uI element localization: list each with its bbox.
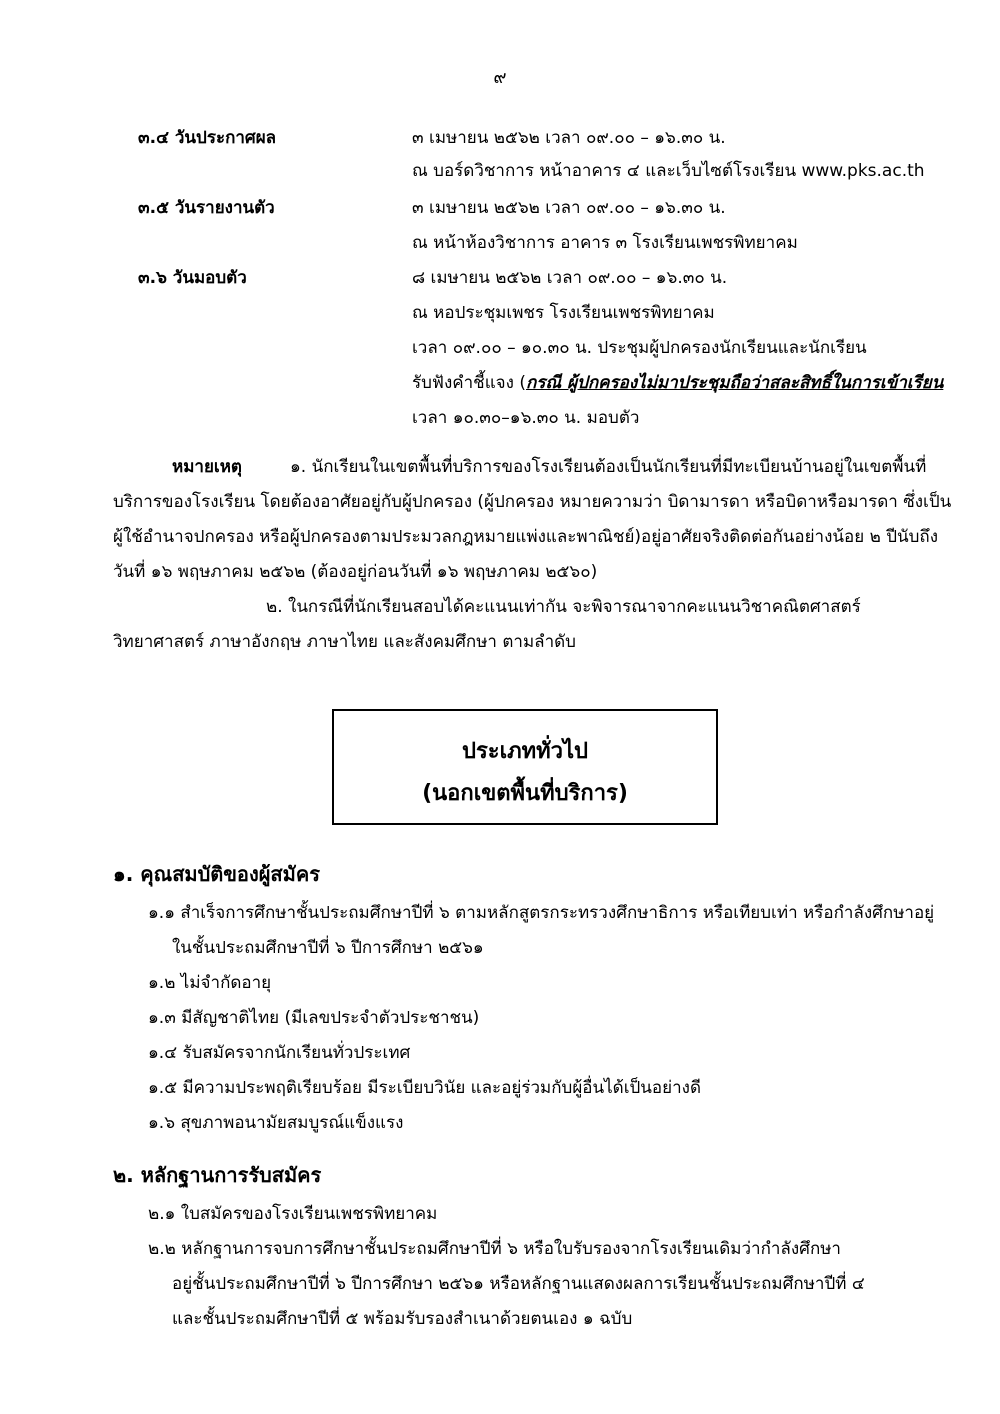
section1-item5: ๑.๕ มีความประพฤติเรียบร้อย มีระเบียบวินัย และอยู่ร่วมกับผู้อื่นได้เป็นอย่างดี: [148, 1078, 701, 1098]
section2-item2-line2: อยู่ชั้นประถมศึกษาปีที่ ๖ ปีการศึกษา ๒๕๖๑ หรือหลักฐานแสดงผลการเรียนชั้นประถมศึกษาปีที่ ๔: [172, 1274, 865, 1294]
schedule-enrollment-time: เวลา ๑๐.๓๐–๑๖.๓๐ น. มอบตัว: [412, 408, 640, 428]
schedule-label-announcement: ๓.๔ วันประกาศผล: [138, 128, 277, 148]
section1-item3: ๑.๓ มีสัญชาติไทย (มีเลขประจำตัวประชาชน): [148, 1008, 480, 1028]
schedule-announcement-date: ๓ เมษายน ๒๕๖๒ เวลา ๐๙.๐๐ – ๑๖.๓๐ น.: [412, 128, 726, 148]
section2-item2-line3: และชั้นประถมศึกษาปีที่ ๕ พร้อมรับรองสำเนาด้วยตนเอง ๑ ฉบับ: [172, 1309, 633, 1329]
section1-title: ๑. คุณสมบัติของผู้สมัคร: [113, 862, 320, 886]
schedule-enrollment-briefing: [412, 368, 943, 398]
section2-title: ๒. หลักฐานการรับสมัคร: [113, 1163, 322, 1187]
remarks-note1-line4: วันที่ ๑๖ พฤษภาคม ๒๕๖๒ (ต้องอยู่ก่อนวันที่ ๑๖ พฤษภาคม ๒๕๖๐): [113, 562, 598, 582]
section2-item1: ๒.๑ ใบสมัครของโรงเรียนเพชรพิทยาคม: [148, 1204, 438, 1224]
schedule-enrollment-place: ณ หอประชุมเพชร โรงเรียนเพชรพิทยาคม: [412, 303, 715, 323]
schedule-report-place: ณ หน้าห้องวิชาการ อาคาร ๓ โรงเรียนเพชรพิทยาคม: [412, 233, 798, 253]
section1-item2: ๑.๒ ไม่จำกัดอายุ: [148, 973, 272, 993]
remarks-note1-line2: บริการของโรงเรียน โดยต้องอาศัยอยู่กับผู้ปกครอง (ผู้ปกครอง หมายความว่า บิดามารดา หรือบิดาหรือมารดา ซึ่งเป็น: [113, 492, 952, 512]
remarks-note2-line2: วิทยาศาสตร์ ภาษาอังกฤษ ภาษาไทย และสังคมศึกษา ตามลำดับ: [113, 632, 576, 652]
schedule-enrollment-meeting: เวลา ๐๙.๐๐ – ๑๐.๓๐ น. ประชุมผู้ปกครองนักเรียนและนักเรียน: [412, 338, 867, 358]
page-number: ๙: [493, 67, 507, 88]
schedule-enrollment-date: ๘ เมษายน ๒๕๖๒ เวลา ๐๙.๐๐ – ๑๖.๓๐ น.: [412, 268, 728, 288]
section1-item4: ๑.๔ รับสมัครจากนักเรียนทั่วประเทศ: [148, 1043, 411, 1063]
category-box: [332, 709, 718, 825]
schedule-label-report: ๓.๕ วันรายงานตัว: [138, 198, 275, 218]
schedule-report-date: ๓ เมษายน ๒๕๖๒ เวลา ๐๙.๐๐ – ๑๖.๓๐ น.: [412, 198, 726, 218]
section1-item1-line1: ๑.๑ สำเร็จการศึกษาชั้นประถมศึกษาปีที่ ๖ ตามหลักสูตรกระทรวงศึกษาธิการ หรือเทียบเท่า หรือกำลังศึกษาอยู่: [148, 903, 935, 923]
schedule-label-enrollment: ๓.๖ วันมอบตัว: [138, 268, 247, 288]
briefing-emphasis: กรณี ผู้ปกครองไม่มาประชุมถือว่าสละสิทธิ์ในการเข้าเรียน: [525, 373, 944, 393]
remarks-note1-line1: ๑. นักเรียนในเขตพื้นที่บริการของโรงเรียนต้องเป็นนักเรียนที่มีทะเบียนบ้านอยู่ในเขตพื้นที่: [290, 457, 927, 477]
remarks-note2-line1: ๒. ในกรณีที่นักเรียนสอบได้คะแนนเท่ากัน จะพิจารณาจากคะแนนวิชาคณิตศาสตร์: [266, 597, 861, 617]
remarks-title: หมายเหตุ: [172, 457, 242, 477]
remarks-note1-line3: ผู้ใช้อำนาจปกครอง หรือผู้ปกครองตามประมวลกฎหมายแพ่งและพาณิชย์)อยู่อาศัยจริงติดต่อกันอย่างน้อย ๒ ปีนับถึง: [113, 527, 938, 547]
category-box-title: ประเภททั่วไป: [461, 739, 588, 764]
section2-item2-line1: ๒.๒ หลักฐานการจบการศึกษาชั้นประถมศึกษาปีที่ ๖ หรือใบรับรองจากโรงเรียนเดิมว่ากำลังศึกษา: [148, 1239, 841, 1259]
section1-item6: ๑.๖ สุขภาพอนามัยสมบูรณ์แข็งแรง: [148, 1113, 404, 1133]
briefing-prefix: รับฟังคำชี้แจง (: [412, 373, 526, 393]
schedule-announcement-place: ณ บอร์ดวิชาการ หน้าอาคาร ๔ และเว็บไซต์โรงเรียน www.pks.ac.th: [412, 161, 925, 181]
category-box-subtitle: (นอกเขตพื้นที่บริการ): [422, 781, 628, 806]
section1-item1-line2: ในชั้นประถมศึกษาปีที่ ๖ ปีการศึกษา ๒๕๖๑: [172, 938, 484, 958]
